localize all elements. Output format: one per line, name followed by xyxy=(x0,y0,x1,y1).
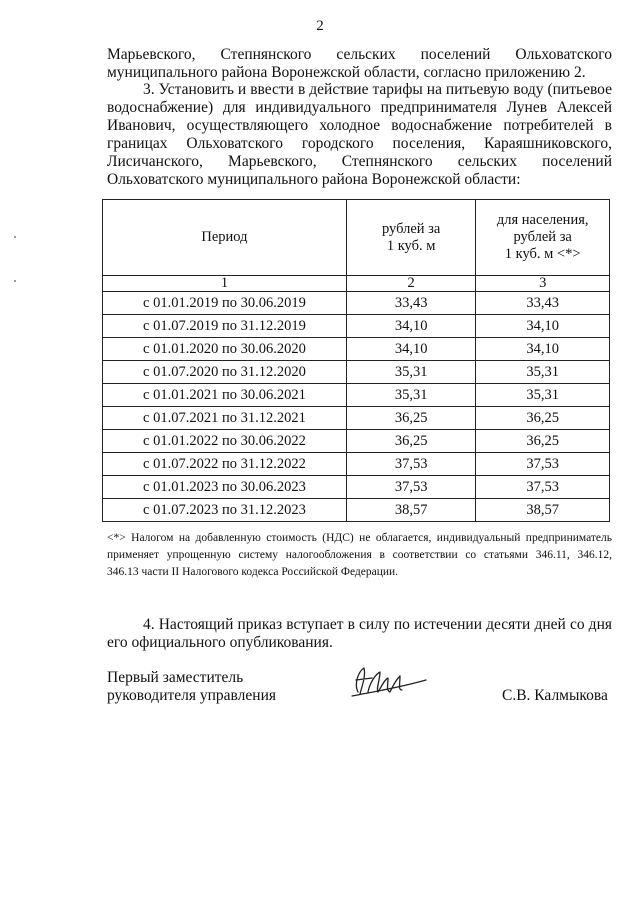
population-cell: 37,53 xyxy=(476,453,610,476)
handwritten-signature xyxy=(348,662,430,702)
header-text: 1 куб. м xyxy=(386,237,436,254)
text-line: 4. Настоящий приказ вступает в силу по истечении десяти дней со дня xyxy=(143,616,612,633)
period-cell: с 01.01.2022 по 30.06.2022 xyxy=(103,430,347,453)
column-number-row xyxy=(103,276,610,292)
period-cell: с 01.07.2019 по 31.12.2019 xyxy=(103,315,347,338)
table-row xyxy=(103,338,610,361)
population-cell: 33,43 xyxy=(476,292,610,315)
rub-cell: 36,25 xyxy=(346,407,475,430)
signatory-title xyxy=(107,669,276,705)
period-cell: с 01.07.2021 по 31.12.2021 xyxy=(103,407,347,430)
population-cell: 35,31 xyxy=(476,361,610,384)
header-text: для населения, xyxy=(496,212,589,228)
period-cell: с 01.01.2021 по 30.06.2021 xyxy=(103,384,347,407)
rub-cell: 33,43 xyxy=(346,292,475,315)
signatory-name: С.В. Калмыкова xyxy=(502,687,608,704)
signatory-title-line: Первый заместитель xyxy=(107,669,244,686)
text-line: его официального опубликования. xyxy=(107,634,333,651)
text-line: водоснабжение) для индивидуального предпринимателя Лунев Алексей xyxy=(107,99,612,116)
rub-cell: 35,31 xyxy=(346,384,475,407)
population-cell: 36,25 xyxy=(476,430,610,453)
population-cell: 35,31 xyxy=(476,384,610,407)
text-line: Лисичанского, Марьевского, Степнянского сельских поселений xyxy=(107,153,612,170)
footnote-line: <*> Налогом на добавленную стоимость (НДС) не облагается, индивидуальный предприниматель xyxy=(107,532,612,544)
tariff-table xyxy=(102,199,610,522)
rub-cell: 34,10 xyxy=(346,315,475,338)
population-cell: 34,10 xyxy=(476,338,610,361)
population-cell: 37,53 xyxy=(476,476,610,499)
table-row xyxy=(103,315,610,338)
period-cell: с 01.07.2022 по 31.12.2022 xyxy=(103,453,347,476)
text-line: Иванович, осуществляющего холодное водоснабжение потребителей в xyxy=(107,117,612,134)
period-cell: с 01.01.2019 по 30.06.2019 xyxy=(103,292,347,315)
footnote xyxy=(107,530,612,581)
column-number: 3 xyxy=(476,276,610,292)
text-line: 3. Установить и ввести в действие тарифы на питьевую воду (питьевое xyxy=(143,81,612,98)
footnote-line: применяет упрощенную систему налогообложения в соответствии со статьями 346.11, 346.12, xyxy=(107,549,612,561)
population-cell: 38,57 xyxy=(476,499,610,522)
rub-cell: 36,25 xyxy=(346,430,475,453)
period-cell: с 01.07.2023 по 31.12.2023 xyxy=(103,499,347,522)
paragraph-3 xyxy=(107,81,612,189)
rub-cell: 37,53 xyxy=(346,476,475,499)
rub-cell: 37,53 xyxy=(346,453,475,476)
signatory-title-line: руководителя управления xyxy=(107,687,277,704)
period-cell: с 01.07.2020 по 31.12.2020 xyxy=(103,361,347,384)
intro-paragraph xyxy=(107,46,612,82)
table-row xyxy=(103,292,610,315)
column-number: 2 xyxy=(346,276,475,292)
header-text: рублей за xyxy=(381,220,441,237)
rub-cell: 38,57 xyxy=(346,499,475,522)
text-line: муниципального района Воронежской области, согласно приложению 2. xyxy=(107,64,586,81)
header-text: рублей за xyxy=(513,229,572,245)
paragraph-4 xyxy=(107,616,612,652)
table-header-row xyxy=(103,200,610,276)
population-cell: 36,25 xyxy=(476,407,610,430)
table-row xyxy=(103,430,610,453)
table-row xyxy=(103,476,610,499)
header-text: 1 куб. м <*> xyxy=(504,246,581,262)
header-population xyxy=(476,200,610,276)
population-cell: 34,10 xyxy=(476,315,610,338)
period-cell: с 01.01.2020 по 30.06.2020 xyxy=(103,338,347,361)
scan-mark xyxy=(14,236,16,238)
header-rub-per-m3 xyxy=(346,200,475,276)
scan-mark xyxy=(14,280,16,282)
text-line: Ольховатского муниципального района Воронежской области: xyxy=(107,171,521,188)
footnote-line: 346.13 части II Налогового кодекса Российской Федерации. xyxy=(107,566,399,578)
column-number: 1 xyxy=(103,276,347,292)
page-number: 2 xyxy=(316,18,324,34)
period-cell: с 01.01.2023 по 30.06.2023 xyxy=(103,476,347,499)
table-row xyxy=(103,407,610,430)
footnote-divider xyxy=(102,521,264,522)
table-row xyxy=(103,453,610,476)
text-line: Марьевского, Степнянского сельских поселений Ольховатского xyxy=(107,46,612,63)
table-row xyxy=(103,499,610,522)
text-line: границах Ольховатского городского поселения, Караяшниковского, xyxy=(107,135,612,152)
rub-cell: 35,31 xyxy=(346,361,475,384)
header-period: Период xyxy=(103,200,347,276)
rub-cell: 34,10 xyxy=(346,338,475,361)
table-row xyxy=(103,384,610,407)
table-row xyxy=(103,361,610,384)
